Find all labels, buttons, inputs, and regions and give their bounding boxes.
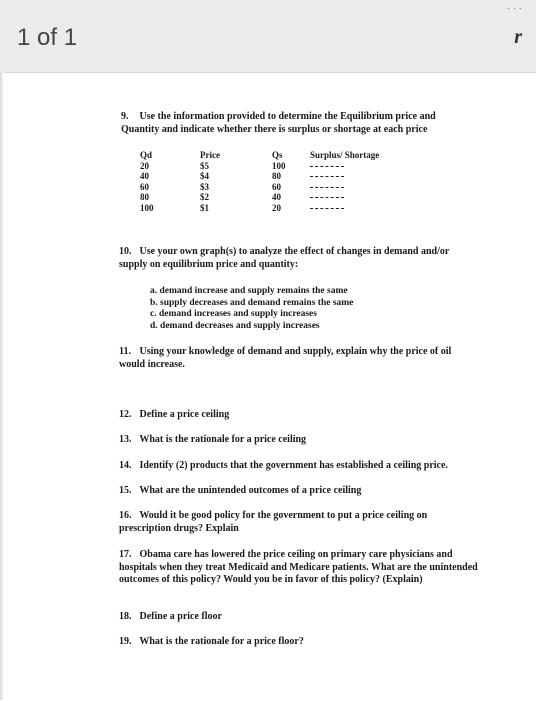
question-number: 10. <box>119 246 132 257</box>
answer-blank <box>310 161 410 172</box>
answer-blank <box>310 171 410 182</box>
qs-cell: 100 <box>272 160 286 171</box>
column-header-qd: Qd <box>140 150 153 160</box>
question-number: 11. <box>119 346 131 357</box>
price-cell: $3 <box>200 181 209 192</box>
qs-cell: 60 <box>272 181 281 192</box>
qd-cell: 100 <box>140 202 154 213</box>
question-17 <box>119 549 481 587</box>
question-10-options <box>150 286 353 332</box>
question-text: Use your own graph(s) to analyze the effect of changes in demand and/or supply on equilibrium price and quantity: <box>119 246 450 270</box>
qs-cell: 80 <box>272 171 281 181</box>
answer-blank <box>310 203 410 214</box>
table-header-row <box>140 150 410 161</box>
question-18 <box>119 611 479 624</box>
option-c: c. demand increases and supply increases <box>150 309 317 319</box>
price-cell: $4 <box>200 171 209 181</box>
question-number: 17. <box>119 549 132 560</box>
qd-cell: 20 <box>140 160 149 171</box>
column-header-price: Price <box>200 150 220 160</box>
question-16 <box>119 510 479 535</box>
question-number: 16. <box>119 510 132 521</box>
question-text: Identify (2) products that the government has established a ceiling price. <box>139 460 448 471</box>
question-text: Using your knowledge of demand and supply, explain why the price of oil would increase. <box>119 346 452 370</box>
question-19 <box>119 636 479 649</box>
pen-mark-icon: r <box>514 26 522 48</box>
table-row <box>140 203 410 214</box>
table-row <box>140 161 410 172</box>
question-14 <box>119 460 489 473</box>
question-number: 14. <box>119 460 132 471</box>
option-a: a. demand increase and supply remains the same <box>150 286 348 296</box>
price-cell: $2 <box>200 192 209 202</box>
table-row <box>140 171 410 182</box>
question-text: What are the unintended outcomes of a price ceiling <box>139 485 362 496</box>
question-12 <box>119 409 479 422</box>
column-header-surplus-shortage: Surplus/ Shortage <box>310 150 380 160</box>
qs-cell: 20 <box>272 202 281 213</box>
question-number: 9. <box>121 111 129 122</box>
question-number: 18. <box>119 611 132 622</box>
question-text: Obama care has lowered the price ceiling on primary care physicians and hospitals when they treat Medicaid and Medicare patients. What are the unintended outcomes of this policy? Would you be in favor of this policy? (Explain) <box>119 549 478 585</box>
answer-blank <box>310 192 410 203</box>
question-13 <box>119 434 479 447</box>
option-d: d. demand decreases and supply increases <box>150 320 320 331</box>
table-row <box>140 182 410 193</box>
question-9 <box>121 111 466 136</box>
qs-cell: 40 <box>272 192 281 202</box>
price-cell: $5 <box>200 160 209 171</box>
supply-demand-table <box>140 150 410 213</box>
question-10 <box>119 246 474 271</box>
question-text: Use the information provided to determine the Equilibrium price and Quantity and indicate whether there is surplus or shortage at each price <box>121 111 436 135</box>
column-header-qs: Qs <box>272 150 283 160</box>
question-11 <box>119 346 479 371</box>
question-number: 19. <box>119 636 132 647</box>
question-text: What is the rationale for a price floor? <box>139 636 304 647</box>
qd-cell: 40 <box>140 171 149 181</box>
question-15 <box>119 485 479 498</box>
page-indicator: 1 of 1 <box>17 24 78 51</box>
question-number: 15. <box>119 485 132 496</box>
qd-cell: 60 <box>140 181 149 192</box>
question-number: 12. <box>119 409 132 420</box>
question-text: What is the rationale for a price ceiling <box>139 434 307 445</box>
dots-icon: · · · <box>507 4 522 15</box>
table-row <box>140 192 410 203</box>
question-text: Would it be good policy for the government to put a price ceiling on prescription drugs? Explain <box>119 510 428 534</box>
answer-blank <box>310 182 410 193</box>
qd-cell: 80 <box>140 192 149 202</box>
question-text: Define a price floor <box>139 611 222 622</box>
question-number: 13. <box>119 434 132 445</box>
price-cell: $1 <box>200 202 209 213</box>
page-edge-shadow <box>0 72 4 700</box>
viewer-toolbar <box>0 0 536 72</box>
option-b: b. supply decreases and demand remains the same <box>150 297 354 308</box>
question-text: Define a price ceiling <box>139 409 230 420</box>
